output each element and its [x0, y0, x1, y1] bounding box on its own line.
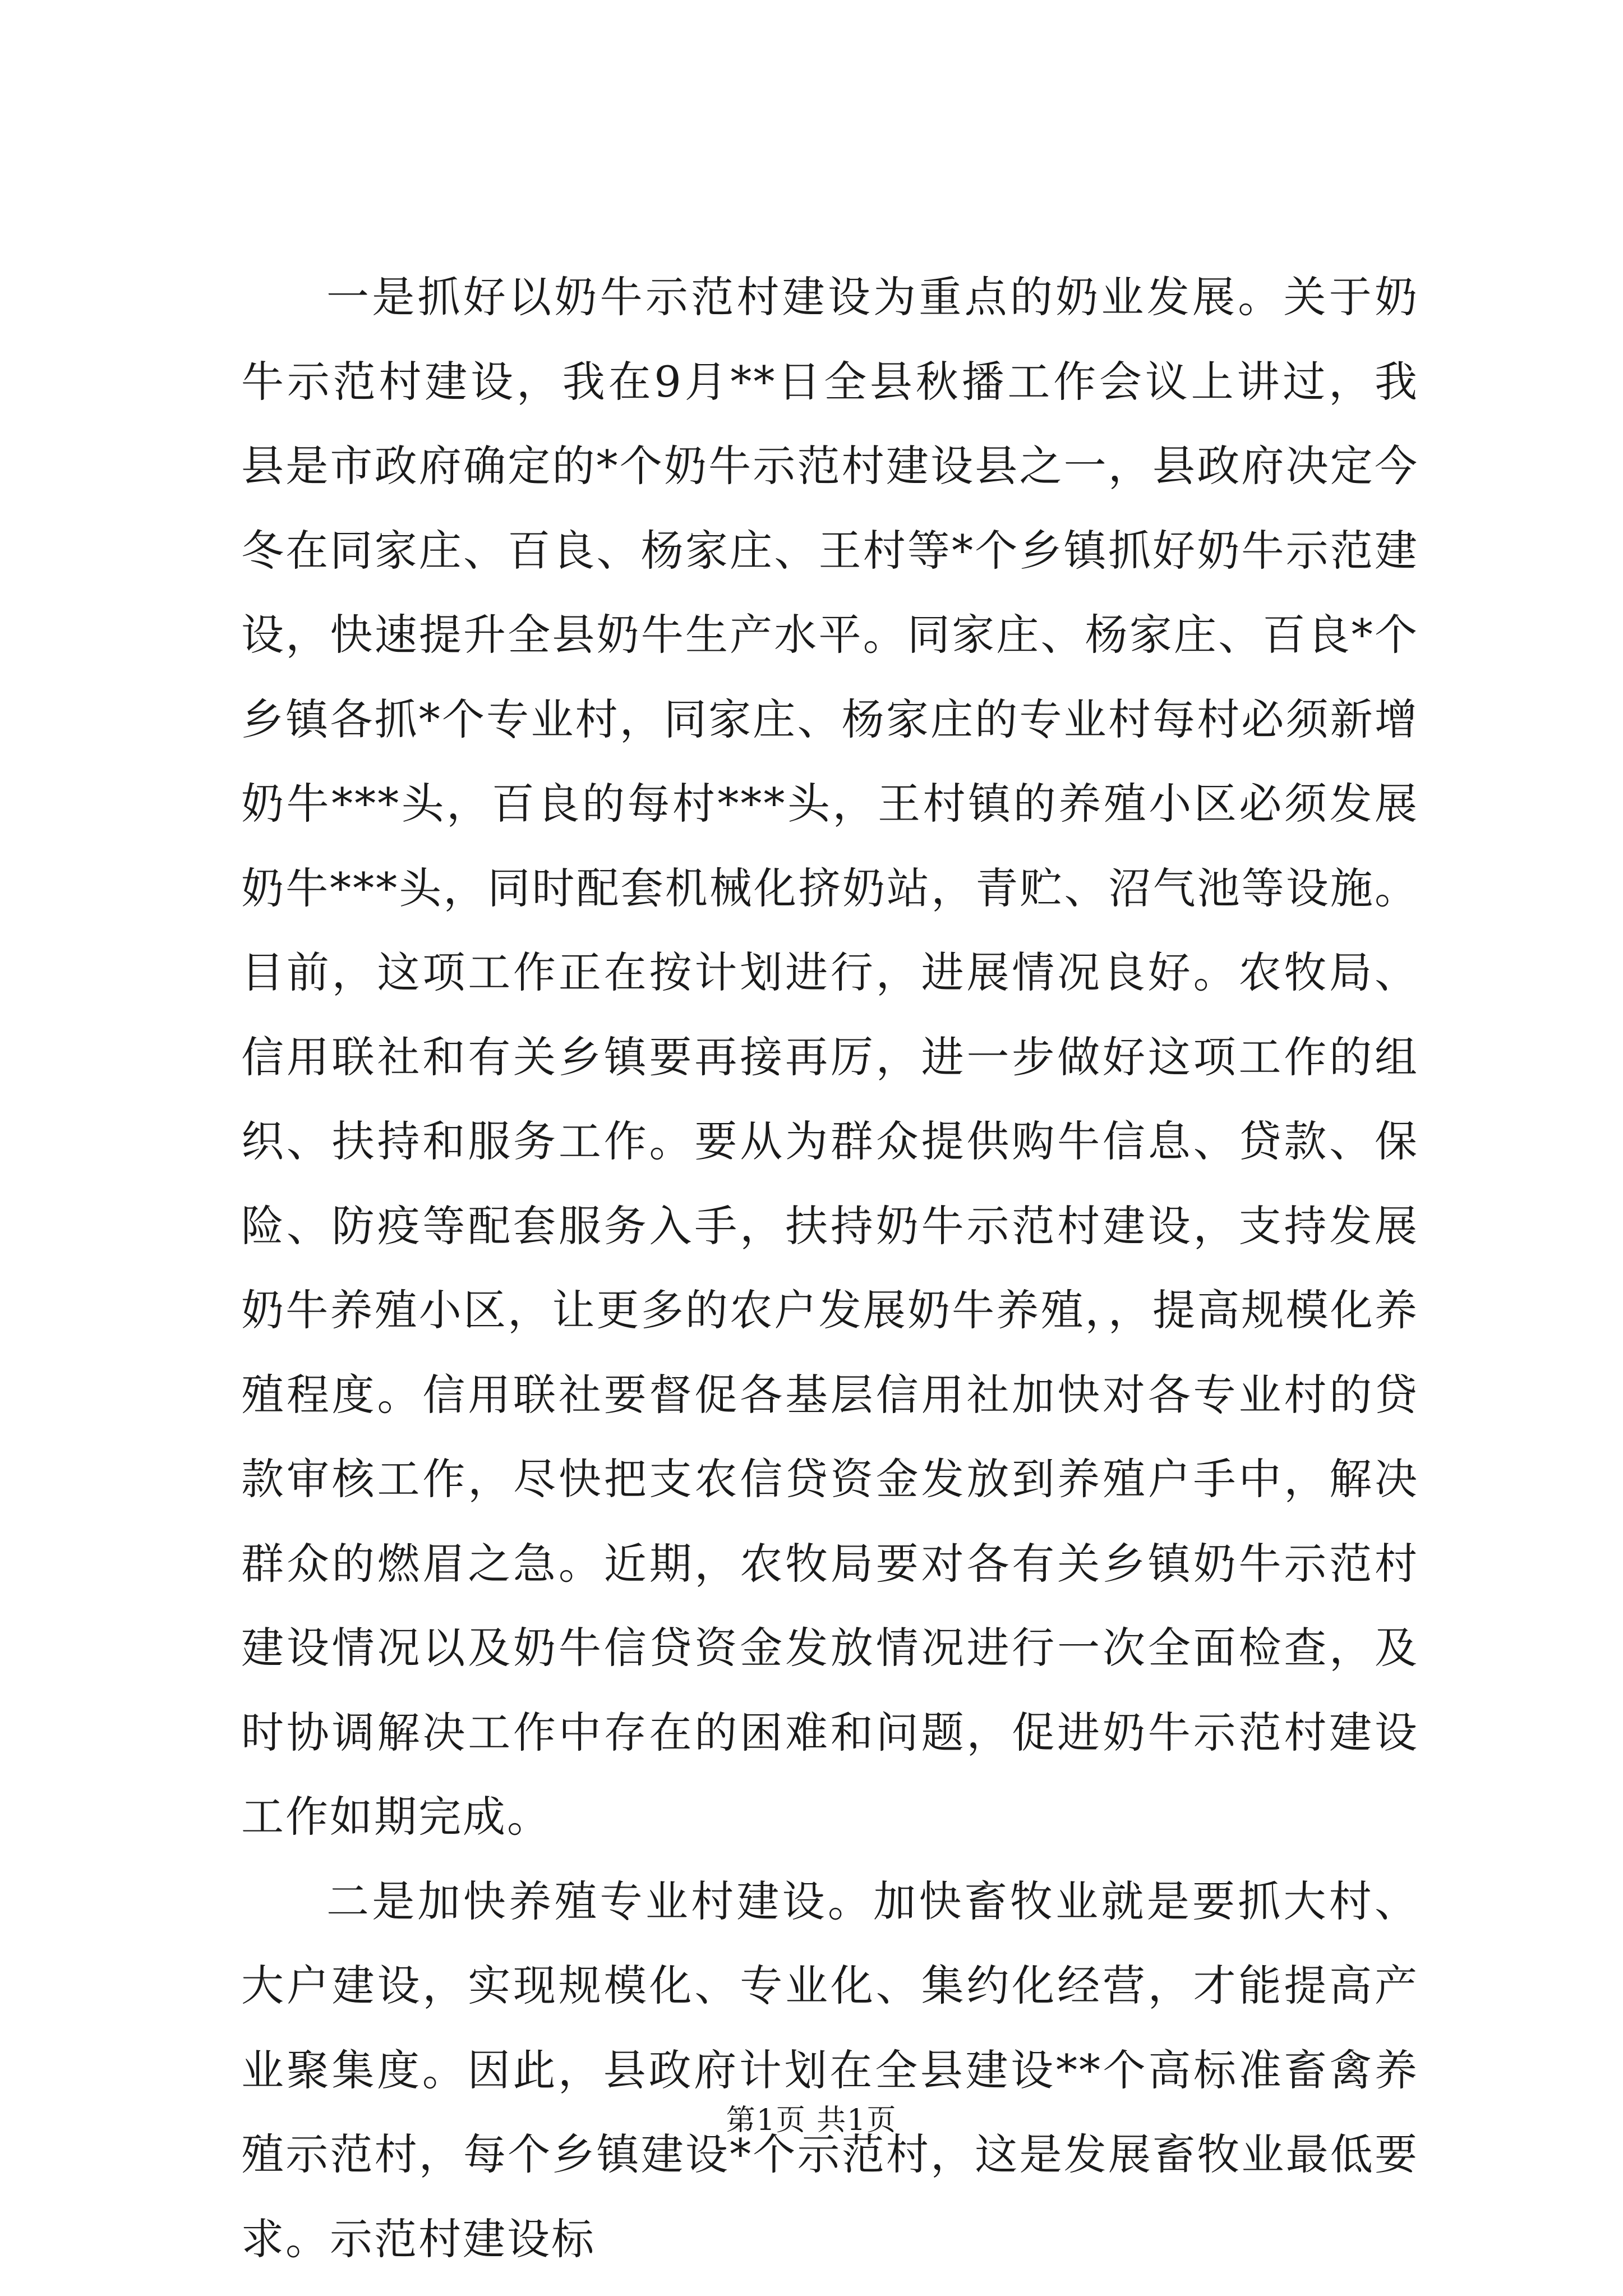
paragraph-dairy-demo-village: 一是抓好以奶牛示范村建设为重点的奶业发展。关于奶牛示范村建设，我在9月**日全县秋播工作会议上讲过，我县是市政府确定的*个奶牛示范村建设县之一，县政府决定今冬在同家庄、百良、杨家庄、王村等*个乡镇抓好奶牛示范建设，快速提升全县奶牛生产水平。同家庄、杨家庄、百良*个乡镇各抓*个专业村，同家庄、杨家庄的专业村每村必须新增奶牛***头，百良的每村***头，王村镇的养殖小区必须发展奶牛***头，同时配套机械化挤奶站，青贮、沼气池等设施。目前，这项工作正在按计划进行，进展情况良好。农牧局、信用联社和有关乡镇要再接再厉，进一步做好这项工作的组织、扶持和服务工作。要从为群众提供购牛信息、贷款、保险、防疫等配套服务入手，扶持奶牛示范村建设，支持发展奶牛养殖小区，让更多的农户发展奶牛养殖，，提高规模化养殖程度。信用联社要督促各基层信用社加快对各专业村的贷款审核工作，尽快把支农信贷资金发放到养殖户手中，解决群众的燃眉之急。近期，农牧局要对各有关乡镇奶牛示范村建设情况以及奶牛信贷资金发放情况进行一次全面检查，及时协调解决工作中存在的困难和问题，促进奶牛示范村建设工作如期完成。	[241, 272, 1419, 1842]
paragraph-breeding-village: 二是加快养殖专业村建设。加快畜牧业就是要抓大村、大户建设，实现规模化、专业化、集约化经营，才能提高产业聚集度。因此，县政府计划在全县建设**个高标准畜禽养殖示范村，每个乡镇建设*个示范村，这是发展畜牧业最低要求。示范村建设标	[241, 1876, 1419, 2264]
document-body	[241, 255, 1419, 2281]
page-footer: 第1页 共1页	[726, 2104, 897, 2137]
